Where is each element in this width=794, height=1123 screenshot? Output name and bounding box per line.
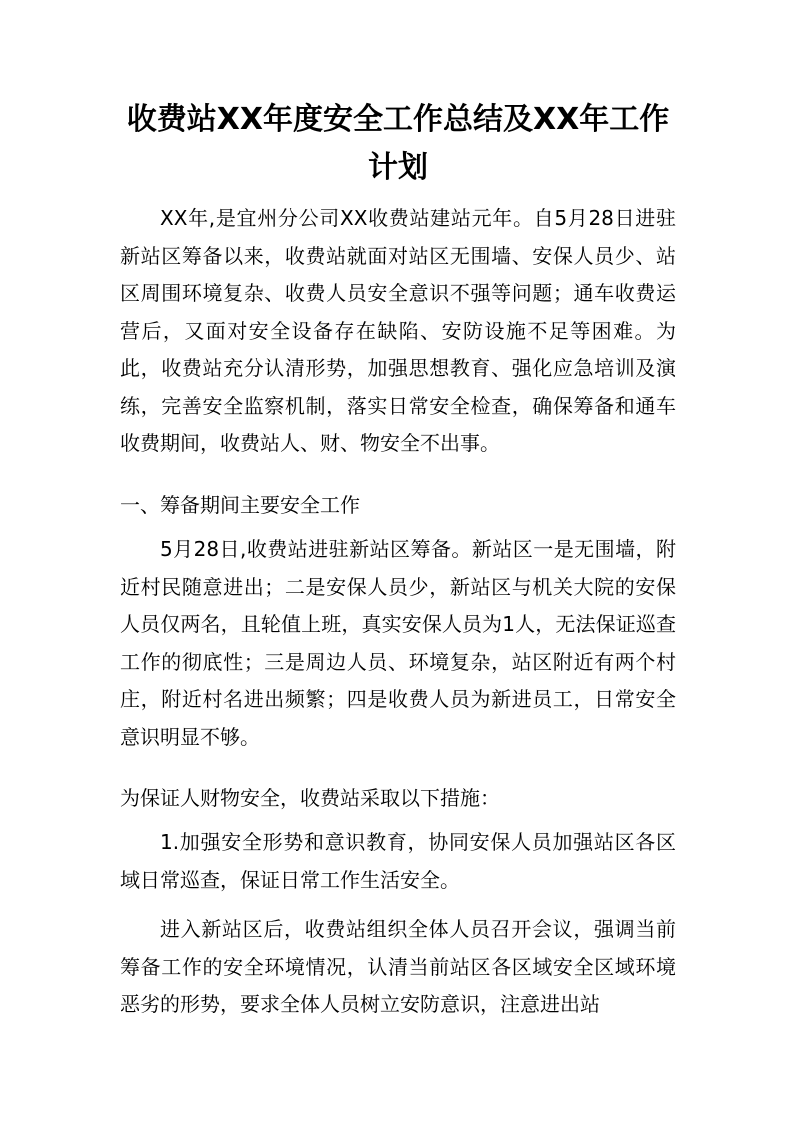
section-heading: 一、筹备期间主要安全工作 bbox=[120, 493, 360, 517]
intro-paragraph: XX年,是宜州分公司XX收费站建站元年。自5月28日进驻新站区筹备以来，收费站就面对站区无围墙、安保人员少、站区周围环境复杂、收费人员安全意识不强等问题；通车收费运营后，又面对安全设备存在缺陷、安防设施不足等困难。为此，收费站充分认清形势，加强思想教育、强化应急培训及演练，完善安全监察机制，落实日常安全检查，确保筹备和通车收费期间，收费站人、财、物安全不出事。 bbox=[120, 206, 676, 455]
measure-item-1: 1.加强安全形势和意识教育，协同安保人员加强站区各区域日常巡查，保证日常工作生活安全。 bbox=[120, 830, 676, 892]
preparation-paragraph: 5月28日,收费站进驻新站区筹备。新站区一是无围墙，附近村民随意进出；二是安保人员少，新站区与机关大院的安保人员仅两名，且轮值上班，真实安保人员为1人，无法保证巡查工作的彻底性；三是周边人员、环境复杂，站区附近有两个村庄，附近村名进出频繁；四是收费人员为新进员工，日常安全意识明显不够。 bbox=[120, 537, 676, 749]
measure-detail-paragraph: 进入新站区后，收费站组织全体人员召开会议，强调当前筹备工作的安全环境情况，认清当前站区各区域安全区域环境恶劣的形势，要求全体人员树立安防意识，注意进出站 bbox=[120, 917, 676, 1016]
measures-intro: 为保证人财物安全，收费站采取以下措施： bbox=[120, 786, 500, 810]
document-title: 收费站XX年度安全工作总结及XX年工作计划 bbox=[126, 102, 670, 185]
